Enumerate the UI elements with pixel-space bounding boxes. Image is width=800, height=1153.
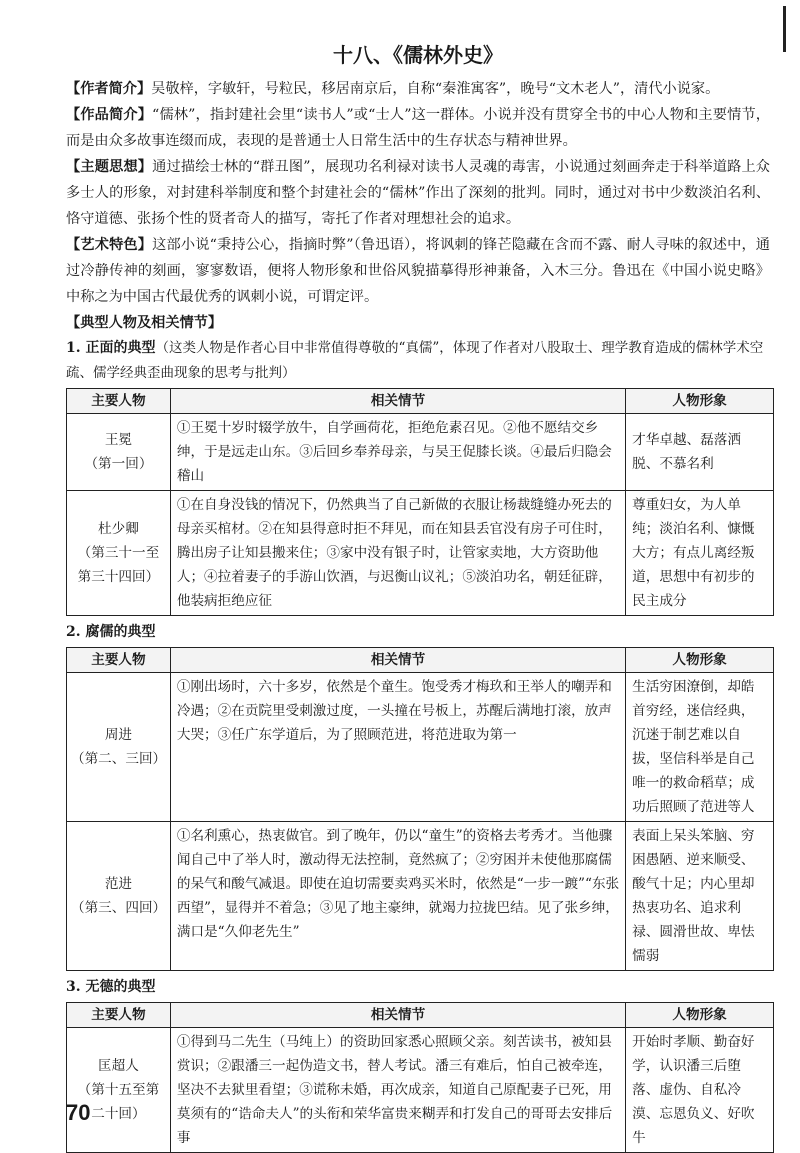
plot-cell: ①刚出场时，六十多岁，依然是个童生。饱受秀才梅玖和王举人的嘲弄和冷遇；②在贡院里受刺激过度，一头撞在号板上，苏醒后满地打滚，放声大哭；③任广东学道后，为了照顾范进，将范进取为第一 <box>170 673 625 822</box>
section-subheading <box>66 620 770 645</box>
image-cell: 表面上呆头笨脑、穷困愚陋、逆来顺受、酸气十足；内心里却热衷功名、追求利禄、圆滑世故、卑怯懦弱 <box>626 822 774 971</box>
plot-cell: ①在自身没钱的情况下，仍然典当了自己新做的衣服让杨裁缝缝办死去的母亲买棺材。②在知县得意时拒不拜见，而在知县丢官没有房子可住时，腾出房子让知县搬来住；③家中没有银子时，让管家卖地，大方资助他人；④拉着妻子的手游山饮酒，与迟衡山议礼；⑤淡泊功名，朝廷征辟，他装病拒绝应征 <box>170 491 625 616</box>
page-title: 十八、《儒林外史》 <box>333 43 503 67</box>
character-chapter: （第三十一至第三十四回） <box>77 545 160 585</box>
character-name: 范进 <box>104 876 133 892</box>
table-header-row <box>67 389 774 414</box>
character-name: 周进 <box>104 727 133 743</box>
intro-section <box>66 76 770 310</box>
intro-tag: 【主题思想】 <box>66 159 153 175</box>
character-cell <box>67 822 171 971</box>
intro-text: 吴敬梓，字敏轩，号粒民，移居南京后，自称“秦淮寓客”，晚号“文木老人”，清代小说家。 <box>151 81 720 97</box>
character-name: 匡超人 <box>98 1058 139 1074</box>
section-subheading <box>66 975 770 1000</box>
image-cell: 尊重妇女，为人单纯；淡泊名利、慷慨大方；有点儿离经叛道，思想中有初步的民主成分 <box>626 491 774 616</box>
section-subheading <box>66 336 770 386</box>
character-cell <box>67 673 171 822</box>
character-cell <box>67 1028 171 1153</box>
character-chapter: （第十五至第二十回） <box>77 1082 160 1122</box>
intro-text: 通过描绘士林的“群丑图”，展现功名利禄对读书人灵魂的毒害，小说通过刻画奔走于科举道路上众多士人的形象，对封建科举制度和整个封建社会的“儒林”作出了深刻的批判。同时，通过对书中少数淡泊名利、恪守道德、张扬个性的贤者奇人的描写，寄托了作者对理想社会的追求。 <box>66 159 770 227</box>
character-cell <box>67 491 171 616</box>
column-header-plot: 相关情节 <box>170 389 625 414</box>
character-chapter: （第二、三回） <box>71 751 167 767</box>
column-header-plot: 相关情节 <box>170 648 625 673</box>
table-row <box>67 822 774 971</box>
character-cell <box>67 414 171 491</box>
character-chapter: （第三、四回） <box>71 900 167 916</box>
characters-table <box>66 1002 774 1153</box>
column-header-plot: 相关情节 <box>170 1003 625 1028</box>
intro-tag: 【作品简介】 <box>66 107 153 123</box>
characters-table <box>66 388 774 616</box>
intro-paragraph <box>66 232 770 310</box>
intro-text: 这部小说“秉持公心，指摘时弊”（鲁迅语），将讽刺的锋芒隐藏在含而不露、耐人寻味的叙述中，通过冷静传神的刻画，寥寥数语，便将人物形象和世俗风貌描摹得形神兼备，入木三分。鲁迅在《中国小说史略》中称之为中国古代最优秀的讽刺小说，可谓定评。 <box>66 237 770 305</box>
typical-sections <box>66 336 770 1153</box>
table-header-row <box>67 1003 774 1028</box>
section-title: 2. 腐儒的典型 <box>66 624 156 640</box>
intro-paragraph <box>66 154 770 232</box>
image-cell: 才华卓越、磊落洒脱、不慕名利 <box>626 414 774 491</box>
column-header-image: 人物形象 <box>626 389 774 414</box>
image-cell: 开始时孝顺、勤奋好学，认识潘三后堕落、虚伪、自私冷漠、忘恩负义、好吹牛 <box>626 1028 774 1153</box>
intro-paragraph <box>66 76 770 102</box>
plot-cell: ①王冕十岁时辍学放牛，自学画荷花，拒绝危素召见。②他不愿结交乡绅，于是远走山东。③后回乡奉养母亲，与吴王促膝长谈。④最后归隐会稽山 <box>170 414 625 491</box>
table-header-row <box>67 648 774 673</box>
column-header-image: 人物形象 <box>626 648 774 673</box>
table-row <box>67 673 774 822</box>
column-header-person: 主要人物 <box>67 389 171 414</box>
intro-paragraph <box>66 102 770 154</box>
table-row <box>67 491 774 616</box>
plot-cell: ①得到马二先生（马纯上）的资助回家悉心照顾父亲。刻苦读书，被知县赏识；②跟潘三一起伪造文书，替人考试。潘三有难后，怕自己被牵连，坚决不去狱里看望；③谎称未婚，再次成亲，知道自己原配妻子已死，用莫须有的“诰命夫人”的头衔和荣华富贵来糊弄和打发自己的哥哥去安排后事 <box>170 1028 625 1153</box>
column-header-image: 人物形象 <box>626 1003 774 1028</box>
column-header-person: 主要人物 <box>67 648 171 673</box>
table-row <box>67 1028 774 1153</box>
intro-tag: 【艺术特色】 <box>66 237 153 253</box>
typical-heading: 【典型人物及相关情节】 <box>66 315 223 331</box>
section-note: （这类人物是作者心目中非常值得尊敬的“真儒”，体现了作者对八股取士、理学教育造成的儒林学术空疏、儒学经典歪曲现象的思考与批判） <box>66 340 764 381</box>
margin-mark <box>783 6 786 52</box>
plot-cell: ①名利熏心，热衷做官。到了晚年，仍以“童生”的资格去考秀才。当他骤闻自己中了举人时，激动得无法控制，竟然疯了；②穷困并未使他那腐儒的呆气和酸气减退。即使在迫切需要卖鸡买米时，依然是“一步一踱”“东张西望”，显得并不着急；③见了地主豪绅，就竭力拉拢巴结。见了张乡绅，满口是“久仰老先生” <box>170 822 625 971</box>
page-number: 70 <box>66 1100 91 1125</box>
column-header-person: 主要人物 <box>67 1003 171 1028</box>
character-name: 杜少卿 <box>98 521 139 537</box>
section-title: 3. 无德的典型 <box>66 979 156 995</box>
character-chapter: （第一回） <box>84 456 153 472</box>
section-title: 1. 正面的典型 <box>66 340 156 356</box>
character-name: 王冕 <box>104 432 133 448</box>
intro-text: “儒林”，指封建社会里“读书人”或“士人”这一群体。小说并没有贯穿全书的中心人物和主要情节，而是由众多故事连缀而成，表现的是普通士人日常生活中的生存状态与精神世界。 <box>66 107 770 149</box>
image-cell: 生活穷困潦倒，却皓首穷经，迷信经典，沉迷于制艺难以自拔，坚信科举是自己唯一的救命稻草；成功后照顾了范进等人 <box>626 673 774 822</box>
intro-tag: 【作者简介】 <box>66 81 152 97</box>
characters-table <box>66 647 774 971</box>
table-row <box>67 414 774 491</box>
